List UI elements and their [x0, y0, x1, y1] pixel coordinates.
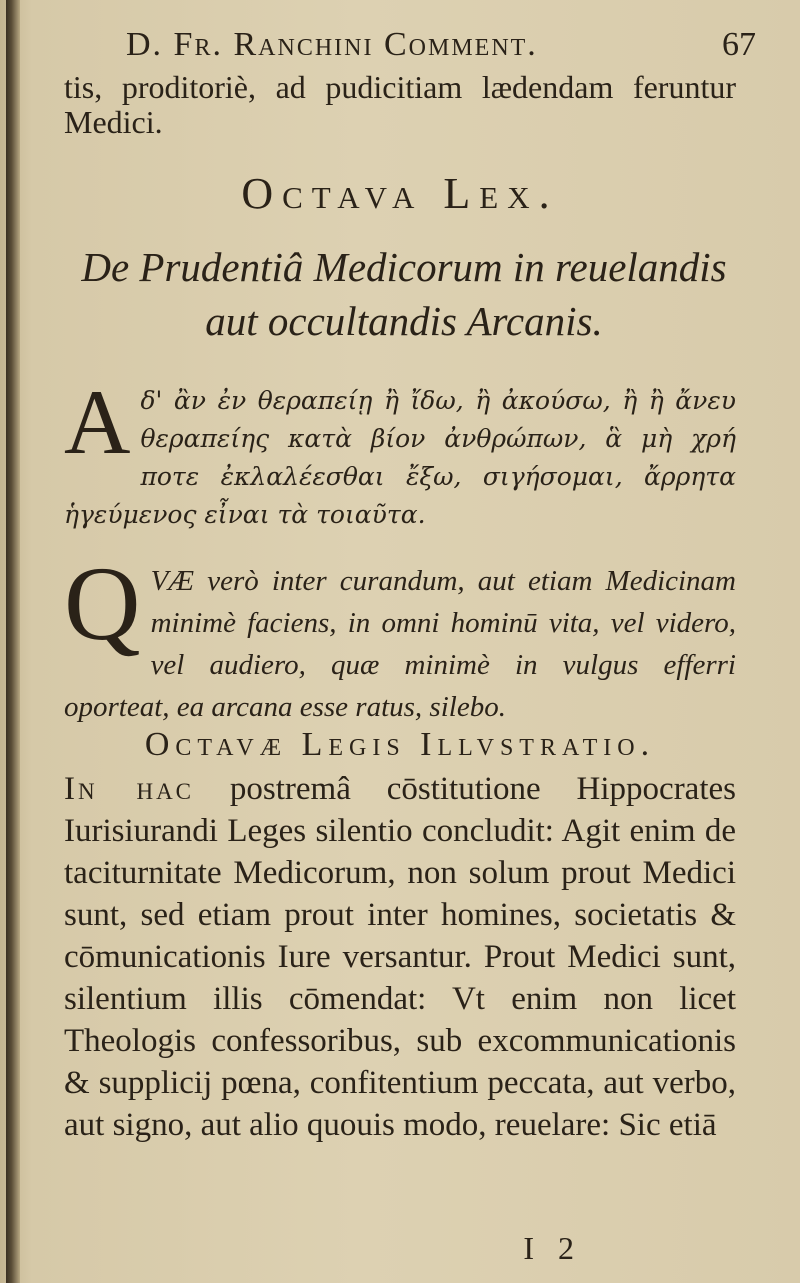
greek-body: δ' ἂν ἐν θεραπείῃ ἢ ἴδω, ἢ ἀκούσω, ἢ ἢ ἄνευ θεραπείης κατὰ βίον ἀνθρώπων, ἃ μὴ χρή ποτε ἐκλαλέεσθαι ἔξω, σιγήσομαι, ἄρρητα ἡγεύμενος εἶναι τὰ τοιαῦτα.	[64, 386, 736, 529]
commentary-paragraph	[64, 768, 736, 1146]
commentary-body: postremâ cōstitutione Hippocrates Iurisiurandi Leges silentio concludit: Agit enim de taciturnitate Medicorum, non solum prout Medici sunt, sed etiam prout inter homines, societatis & cōmunicationis Iure versantur. Prout Medici sunt, silentium illis cōmendat: Vt enim non licet Theologis confessoribus, sub excommunicationis & supplicij pœna, confitentium peccata, aut verbo, aut signo, aut alio quouis modo, reuelare: Sic etiā	[64, 771, 736, 1143]
greek-drop-cap: A	[64, 371, 131, 473]
section-title: Octava Lex.	[241, 169, 559, 218]
signature-mark: I 2	[523, 1230, 582, 1266]
page-header	[66, 26, 756, 74]
latin-drop-cap: Q	[64, 545, 141, 662]
illustratio-heading: Octavæ Legis Illvstratio.	[144, 726, 656, 763]
greek-oath-text	[64, 371, 736, 534]
page-number: 67	[722, 26, 756, 63]
running-head: D. Fr. Ranchini Comment.	[126, 26, 538, 63]
law-title: De Prudentiâ Medicorum in reuelandis aut occultandis Arcanis.	[81, 244, 727, 344]
commentary-lead-in: In hac	[64, 771, 195, 807]
intro-paragraph: tis, proditoriè, ad pudicitiam lædendam feruntur Medici.	[64, 69, 736, 140]
latin-translation	[64, 545, 736, 728]
latin-body: VÆ verò inter curandum, aut etiam Medicinam minimè faciens, in omni hominū vita, vel videro, vel audiero, quæ minimè in vulgus efferri oporteat, ea arcana esse ratus, silebo.	[64, 565, 736, 723]
